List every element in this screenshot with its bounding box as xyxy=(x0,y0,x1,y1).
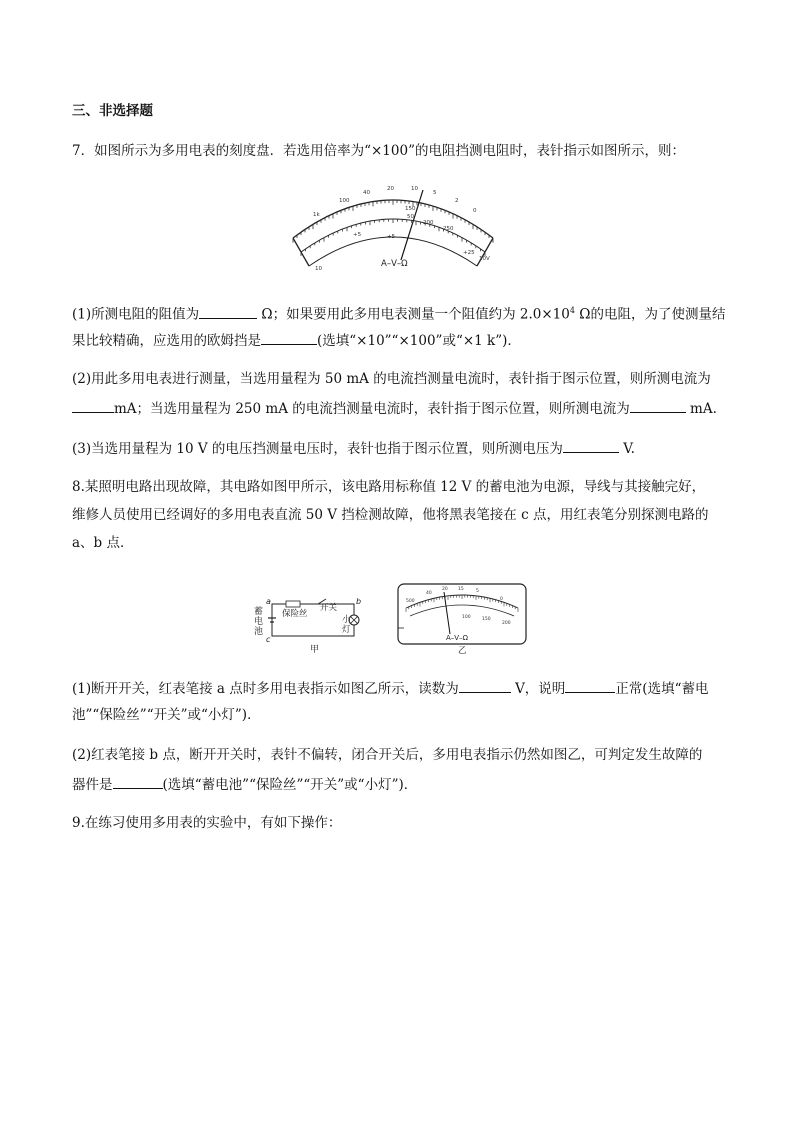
q8-p1-text-b: V，说明 xyxy=(515,681,566,697)
svg-text:5: 5 xyxy=(433,190,437,196)
q7-stem: 7．如图所示为多用电表的刻度盘．若选用倍率为“×100”的电阻挡测电阻时，表针指示如图所示，则： xyxy=(72,143,685,159)
svg-text:200: 200 xyxy=(423,220,434,226)
section-title: 三、非选择题 xyxy=(72,103,153,119)
q9-stem: 9.在练习使用多用表的实验中，有如下操作： xyxy=(72,815,342,831)
q7-part1-line2 xyxy=(72,330,521,350)
svg-text:10: 10 xyxy=(411,186,418,192)
svg-text:15: 15 xyxy=(458,587,464,592)
svg-text:0: 0 xyxy=(500,597,503,602)
answer-blank[interactable] xyxy=(630,398,686,413)
q8-part2-line2 xyxy=(72,774,417,794)
svg-text:40: 40 xyxy=(363,190,370,196)
svg-text:100: 100 xyxy=(339,198,350,204)
answer-blank[interactable] xyxy=(72,398,114,413)
switch-label: 开关 xyxy=(320,603,338,613)
svg-text:500: 500 xyxy=(406,599,415,604)
svg-text:200: 200 xyxy=(502,621,511,626)
fuse-label: 保险丝 xyxy=(282,609,308,619)
svg-text:+5: +5 xyxy=(387,234,396,240)
svg-text:2: 2 xyxy=(455,198,459,204)
meter-label: A–V–Ω xyxy=(446,634,468,642)
q7-p3-text-b: V. xyxy=(623,441,635,457)
q8-circuit-figure xyxy=(252,596,372,654)
svg-text:150: 150 xyxy=(405,206,416,212)
multimeter-dial-svg xyxy=(283,180,503,280)
answer-blank[interactable] xyxy=(261,330,317,345)
svg-text:+5: +5 xyxy=(353,232,362,238)
q7-p1-text-a: (1)所测电阻的阻值为 xyxy=(72,306,200,323)
q8-p1-text-a: (1)断开开关，红表笔接 a 点时多用电表指示如图乙所示，读数为 xyxy=(72,681,459,697)
svg-text:10: 10 xyxy=(315,266,322,272)
lamp-label-1: 小 xyxy=(342,615,351,625)
svg-text:1k: 1k xyxy=(313,212,320,218)
q7-dial-figure xyxy=(283,180,503,280)
q8-part2-line1: (2)红表笔接 b 点，断开开关时，表针不偏转，闭合开关后，多用电表指示仍然如图乙，可判定发生故障的 xyxy=(72,747,703,763)
battery-label-3: 池 xyxy=(254,627,264,637)
q8-part1-line1 xyxy=(72,678,708,698)
q7-part1-line1 xyxy=(72,302,725,324)
svg-text:50: 50 xyxy=(407,214,414,220)
circuit-diagram-svg xyxy=(252,596,372,654)
node-b: b xyxy=(356,597,362,606)
svg-text:250: 250 xyxy=(443,226,454,232)
svg-text:20: 20 xyxy=(387,186,394,192)
battery-label-2: 电 xyxy=(254,617,264,627)
q7-part3 xyxy=(72,438,635,458)
node-a: a xyxy=(266,597,271,606)
meter-caption: 乙 xyxy=(458,646,467,656)
battery-label-1: 蓄 xyxy=(254,607,264,617)
answer-blank[interactable] xyxy=(565,678,615,693)
q7-part2-line1: (2)用此多用电表进行测量，当选用量程为 50 mA 的电流挡测量电流时，表针指于图示位置，则所测电流为 xyxy=(72,371,711,387)
circuit-caption: 甲 xyxy=(310,645,320,654)
svg-text:0: 0 xyxy=(473,208,477,214)
q8-stem-line2: 维修人员使用已经调好的多用电表直流 50 V 挡检测故障，他将黑表笔接在 c 点，用红表笔分别探测电路的 xyxy=(72,507,709,523)
q8-stem-line3: a、b 点． xyxy=(72,535,134,551)
svg-text:100: 100 xyxy=(462,615,471,620)
q8-stem-line1: 8.某照明电路出现故障，其电路如图甲所示，该电路用标称值 12 V 的蓄电池为电源，导线与其接触完好， xyxy=(72,479,706,495)
svg-text:+25: +25 xyxy=(463,250,475,256)
svg-text:150: 150 xyxy=(482,617,491,622)
svg-text:40: 40 xyxy=(426,591,432,596)
q8-part1-line2: 池”“保险丝”“开关”或“小灯”)． xyxy=(72,707,261,723)
q7-dial-label: A–V–Ω xyxy=(381,259,408,269)
svg-text:20: 20 xyxy=(442,587,448,592)
q8-meter-figure xyxy=(396,582,528,656)
q7-p1-sup: 4 xyxy=(569,306,575,315)
answer-blank[interactable] xyxy=(199,304,257,319)
q7-p2-line2-b: mA. xyxy=(690,401,717,417)
q7-p1-text-c: Ω的电阻，为了使测量结 xyxy=(574,306,726,323)
q8-p2-line2-a: 器件是 xyxy=(72,777,113,793)
q7-p2-line2-a: mA；当选用量程为 250 mA 的电流挡测量电流时，表针指于图示位置，则所测电流为 xyxy=(114,401,630,417)
answer-blank[interactable] xyxy=(459,678,511,693)
answer-blank[interactable] xyxy=(563,438,619,453)
q8-p2-line2-b: (选填“蓄电池”“保险丝”“开关”或“小灯”)． xyxy=(162,777,418,793)
q7-p1-text-b: Ω；如果要用此多用电表测量一个阻值约为 2.0×10 xyxy=(261,306,570,323)
q7-part2-line2 xyxy=(72,398,717,418)
q7-p3-text-a: (3)当选用量程为 10 V 的电压挡测量电压时，表针也指于图示位置，则所测电压为 xyxy=(72,441,563,457)
q7-p1-line2-b: (选填“×10”“×100”或“×1 k”)． xyxy=(317,333,521,349)
svg-text:10V: 10V xyxy=(479,256,490,262)
node-c: c xyxy=(266,635,271,644)
svg-text:5: 5 xyxy=(476,589,479,594)
answer-blank[interactable] xyxy=(113,774,163,789)
meter-dial-svg xyxy=(396,582,528,656)
q8-p1-text-c: 正常(选填“蓄电 xyxy=(615,681,709,697)
lamp-label-2: 灯 xyxy=(342,625,351,635)
q7-p1-line2-a: 果比较精确，应选用的欧姆挡是 xyxy=(72,333,261,349)
